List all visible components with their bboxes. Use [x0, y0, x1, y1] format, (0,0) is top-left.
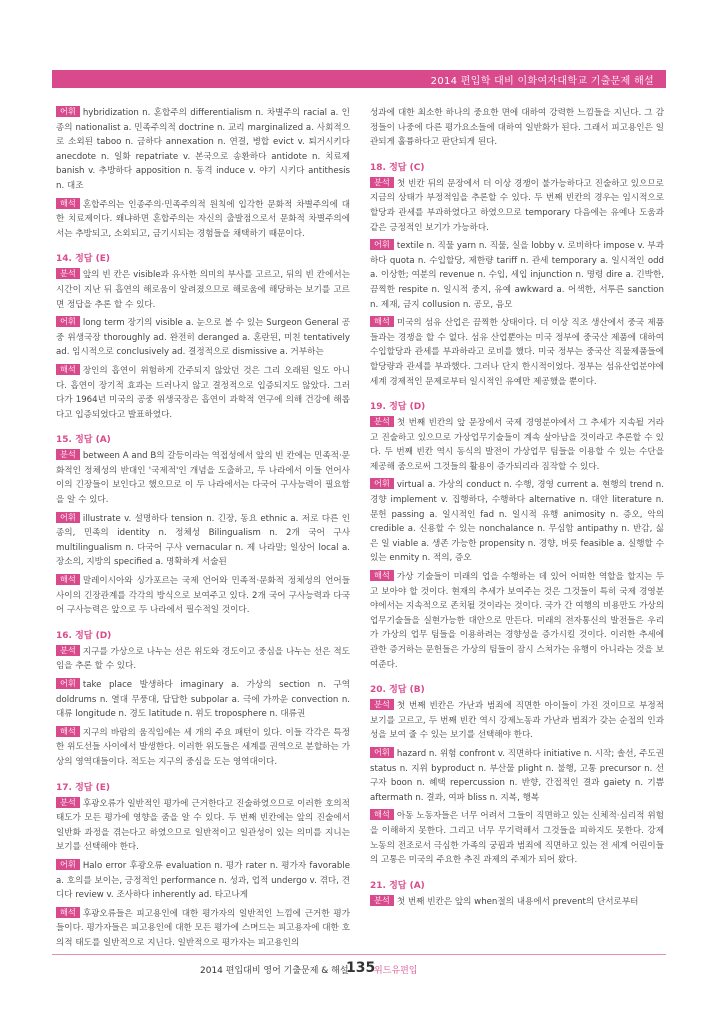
section-tag: 해석: [56, 726, 80, 737]
explanation-block: [370, 316, 664, 389]
explanation-text: between A and B의 갈등이라는 역접성에서 앞의 빈 칸에는 민족적·문화적인 정체성의 반대인 '국제적'인 개념을 도출하고, 두 나라에서 이들 언어사이의 긴장들이 보인다고 했으므로 이 두 나라에서는 다국어 구사능력이 필요함을 알 수 있다.: [56, 451, 350, 506]
section-tag: 어휘: [370, 747, 394, 758]
explanation-block: [56, 512, 350, 570]
section-tag: 어휘: [56, 106, 80, 117]
explanation-text: long term 장기의 visible a. 눈으로 볼 수 있는 Surgeon General 공중 위생국장 thoroughly ad. 완전히 deranged a. 혼란된, 미친 tentatively ad. 임시적으로 conclusively ad. 결정적으로 dismissive a. 거부하는: [56, 318, 350, 358]
explanation-text: 지구의 바람의 움직임에는 세 개의 주요 패턴이 있다. 이들 각각은 특정한 위도선들 사이에서 발생한다. 이러한 위도들은 세계를 권역으로 분할하는 가상의 영역대들이다. 적도는 지구의 중심을 도는 영역대이다.: [56, 727, 350, 767]
section-tag: 분석: [56, 449, 80, 460]
page-number: 135: [346, 960, 376, 976]
footer: [0, 962, 720, 978]
explanation-text: 후광오류들은 피고용인에 대한 평가자의 일반적인 느낌에 근거한 평가들이다. 평가자들은 피고용인에 대한 모든 평가에 스며드는 피고용자에 대한 호의적 태도를 일반적으로 지닌다. 일반적으로 평가자는 피고용인의: [56, 908, 350, 948]
explanation-text: 첫 번째 빈칸은 앞의 when절의 내용에서 prevent의 단서로부터: [396, 896, 639, 907]
explanation-block: [56, 907, 350, 951]
explanation-block: [370, 809, 664, 867]
explanation-text: textile n. 직물 yarn n. 직물, 실을 lobby v. 로비하다 impose v. 부과하다 quota n. 수입할당, 제한량 tariff n. 관세 temporary a. 일시적인 odd a. 이상한; 여분의 revenue n. 수입, 세입 injunction n. 명령 dire a. 긴박한, 끔찍한 respite n. 일시적 중지, 유예 awkward a. 어색한, 서투른 sanction n. 제재, 금지 collusion n. 공모, 음모: [370, 241, 664, 310]
explanation-block: [370, 570, 664, 672]
footer-divider: [52, 954, 666, 955]
explanation-text: 장인의 흡연이 위험하게 간주되지 않았던 것은 그리 오래된 일도 아니다. 흡연이 장기적 효과는 드러나지 않고 결정적으로 입증되지도 않았다. 그러다가 1964년 미국의 공중 위생국장은 흡연이 과학적 연구에 의해 건강에 해롭다고 입증되었다고 발표하였다.: [56, 365, 350, 420]
explanation-block: [56, 449, 350, 507]
explanation-block: [56, 198, 350, 242]
explanation-text: 가상 기술들이 미래의 업을 수행하는 데 있어 어떠한 역할을 할지는 두고 보아야 할 것이다. 현재의 추세가 보여주는 것은 그것들이 특히 국제 경영분야에서는 지속적으로 존치될 것이라는 것이다. 국가 간 여행의 비용만도 가상의 업무기술들을 실현가능한 대안으로 만든다. 미래의 전자통신의 발전들은 우리가 가상의 업무 팀들을 이용하려는 경향성을 증가시킬 것이다. 이러한 추세에 관한 증거하는 문헌들은 가상의 팀들이 잠시 스쳐가는 유행이 아니라는 것을 보여준다.: [370, 572, 664, 670]
explanation-block: [56, 316, 350, 360]
question-answer-heading: 15. 정답 (A): [56, 435, 111, 446]
section-tag: 분석: [56, 797, 80, 808]
explanation-text: Halo error 후광오류 evaluation n. 평가 rater n. 평가자 favorable a. 호의를 보이는, 긍정적인 performance n. 성과, 업적 undergo v. 겪다, 견디다 review v. 조사하다 inherently ad. 타고나게: [56, 860, 350, 901]
section-tag: 분석: [56, 645, 80, 656]
explanation-text: virtual a. 가상의 conduct n. 수행, 경영 current a. 현행의 trend n. 경향 implement v. 집행하다, 수행하다 alternative n. 대안 literature n. 문헌 passing a. 일시적인 fad n. 일시적 유행 animosity n. 증오, 악의 credible a. 신용할 수 있는 nonchalance n. 무심함 antipathy n. 반감, 싫은 일 viable a. 생존 가능한 propensity n. 경향, 버릇 feasible a. 실행할 수 있는 enmity n. 적의, 증오: [370, 480, 664, 564]
explanation-block: [56, 797, 350, 855]
left-column: [56, 106, 350, 955]
explanation-block: [56, 268, 350, 312]
explanation-block: [370, 747, 664, 805]
explanation-block: [56, 364, 350, 422]
explanation-text: 후광오류가 일반적인 평가에 근거한다고 진술하였으므로 이러한 호의적 태도가 모든 평가에 영향을 줌을 알 수 있다. 두 번째 빈칸에는 앞의 진술에서 일반화 과정을 겪는다고 하였으므로 일반적이고 일관성이 있는 의미를 지니는 보기를 선택해야 한다.: [56, 798, 350, 853]
explanation-block: [370, 106, 664, 150]
question-answer-heading: 21. 정답 (A): [370, 880, 425, 891]
section-tag: 어휘: [370, 239, 394, 250]
explanation-text: 말레이시아와 싱가포르는 국제 언어와 민족적·문화적 정체성의 언어들 사이의 긴장관계를 각각의 방식으로 보여주고 있다. 2개 국어 구사능력과 다국어 구사능력은 앞으로 두 나라에서 필수적일 것이다.: [56, 576, 350, 616]
section-tag: 분석: [370, 177, 394, 188]
section-tag: 분석: [370, 895, 394, 906]
explanation-text: 성과에 대한 최소한 하나의 중요한 면에 대하여 강력한 느낌들을 지닌다. 그 감정들이 나중에 다른 평가요소들에 대하여 일반화가 된다. 그래서 피고용인은 일관되게 훌륭하다고 판단되게 된다.: [370, 108, 664, 148]
question-answer-heading: 20. 정답 (B): [370, 685, 425, 696]
explanation-block: [56, 574, 350, 618]
section-tag: 해석: [370, 316, 394, 327]
explanation-block: [370, 239, 664, 312]
section-tag: 어휘: [56, 859, 80, 870]
explanation-block: [370, 478, 664, 566]
section-tag: 분석: [370, 416, 394, 427]
explanation-text: 앞의 빈 칸은 visible과 유사한 의미의 부사를 고르고, 뒤의 빈 칸에서는 시간이 지난 뒤 흡연의 해로움이 알려졌으므로 해로움에 해당하는 보기를 고르면 정답을 추론 할 수 있다.: [56, 270, 350, 310]
section-tag: 어휘: [56, 316, 80, 327]
explanation-block: [56, 726, 350, 770]
explanation-text: 첫 번째 빈칸은 가난과 범죄에 직면한 아이들이 가진 것이므로 부정적 보기를 고르고, 두 번째 빈칸 역시 강제노동과 가난과 범죄가 갖는 순접의 인과성을 보여 줄 수 있는 보기를 선택해야 한다.: [370, 701, 664, 741]
explanation-text: hazard n. 위험 confront v. 직면하다 initiative n. 시작; 솔선, 주도권 status n. 지위 byproduct n. 부산물 plight n. 불행, 고통 precursor n. 선구자 boon n. 혜택 repercussion n. 반향, 간접적인 결과 gaiety n. 기쁨 aftermath n. 결과, 여파 bliss n. 지복, 행복: [370, 748, 664, 803]
explanation-text: illustrate v. 설명하다 tension n. 긴장, 동요 ethnic a. 저로 다른 인종의, 민족의 identity n. 정체성 Bilingualism n. 2개 국어 구사 multilingualism n. 다국어 구사 vernacular n. 제 나라말; 일상어 local a. 장소의, 지방의 specified a. 명확하게 서술된: [56, 513, 350, 568]
footer-book-title: 2014 편입대비 영어 기출문제 & 해설: [200, 966, 349, 976]
section-tag: 어휘: [56, 512, 80, 523]
section-tag: 해석: [370, 570, 394, 581]
section-tag: 어휘: [370, 478, 394, 489]
section-tag: 분석: [56, 268, 80, 279]
section-tag: 어휘: [56, 678, 80, 689]
explanation-block: [56, 645, 350, 674]
section-tag: 분석: [370, 699, 394, 710]
explanation-block: [370, 177, 664, 235]
explanation-block: [370, 895, 664, 910]
question-answer-heading: 14. 정답 (E): [56, 254, 110, 265]
explanation-block: [370, 699, 664, 743]
explanation-text: take place 발생하다 imaginary a. 가상의 section n. 구역 doldrums n. 열대 무풍대, 답답한 subpolar a. 극에 가까운 convection n. 대류 longitude n. 경도 latitude n. 위도 troposphere n. 대류권: [56, 680, 350, 720]
explanation-block: [56, 106, 350, 194]
explanation-block: [370, 416, 664, 474]
explanation-text: 혼합주의는 인종주의·민족주의적 원칙에 입각한 문화적 차별주의에 대한 치료제이다. 왜냐하면 혼합주의는 자신의 출발점으로서 문화적 차별주의에서는 추방되고, 소외되고, 금기시되는 경험들을 채택하기 때문이다.: [56, 199, 350, 239]
question-answer-heading: 18. 정답 (C): [370, 162, 425, 173]
section-tag: 해석: [56, 907, 80, 918]
explanation-block: [56, 678, 350, 722]
footer-publisher: 위드유편입: [374, 966, 418, 976]
section-tag: 해석: [56, 364, 80, 375]
section-tag: 해석: [370, 809, 394, 820]
explanation-text: 아동 노동자들은 너무 어려서 그들이 직면하고 있는 신체적·심리적 위험을 이해하지 못한다. 그리고 너무 무기력해서 그것들을 피하지도 못한다. 강제 노동의 전조로서 극심한 가족의 궁핍과 범죄에 직면하고 있는 전 세계 어린이들의 고통은 미국의 주요한 추진 과제의 주제가 되어 왔다.: [370, 811, 664, 866]
question-answer-heading: 16. 정답 (D): [56, 630, 112, 641]
explanation-text: 지구를 가상으로 나누는 선은 위도와 경도이고 중심을 나누는 선은 적도임을 추론 할 수 있다.: [56, 646, 350, 672]
header-bar: [52, 70, 666, 88]
explanation-text: hybridization n. 혼합주의 differentialism n. 차별주의 racial a. 인종의 nationalist a. 민족주의적 doctrine n. 교리 marginalized a. 사회적으로 소외된 taboo n. 금하다 annexation n. 연결, 병합 evict v. 퇴거시키다 anecdote n. 일화 repatriate v. 본국으로 송환하다 antidote n. 치료제 banish v. 추방하다 apposition n. 동격 induce v. 야기 시키다 antithesis n. 대조: [56, 108, 350, 191]
explanation-text: 첫 번째 빈칸의 앞 문장에서 국제 경영분야에서 그 추세가 지속될 거라고 진술하고 있으므로 가상업무기술들이 계속 살아남을 것이라고 추론할 수 있다. 두 번째 빈칸 역시 동식의 발전이 가상업무 팀들을 이용할 수 있는 수단을 제공해 줌으로써 그것들의 활용이 증가되리라 짐작할 수 있다.: [370, 418, 664, 472]
explanation-text: 미국의 섬유 산업은 끔찍한 상태이다. 더 이상 직조 생산에서 중국 제품들과는 경쟁을 할 수 없다. 섬유 산업뿐아는 미국 정부에 중국산 제품에 대하여 수입할당과 관세를 부과하라고 로비를 했다. 미국 정부는 중국산 직물제품들에 할당량과 관세를 부과했다. 그러나 단지 한시적이었다. 정부는 섬유산업분야에 세계 경제적인 문제로부터 일시적인 유예만 제공했을 뿐이다.: [370, 318, 664, 387]
explanation-text: 첫 빈칸 뒤의 문장에서 더 이상 경쟁이 불가능하다고 진술하고 있으므로 지금의 상태가 부정적임을 추론할 수 있다. 두 번째 빈칸의 경우는 임시적으로 할당과 관세를 부과하였다고 하였으므로 temporary 다음에는 유예나 도움과 같은 긍정적인 보기가 가능하다.: [370, 178, 664, 233]
section-tag: 해석: [56, 198, 80, 209]
header-title: 2014 편입학 대비 이화여자대학교 기출문제 해설: [430, 76, 654, 87]
question-answer-heading: 17. 정답 (E): [56, 782, 110, 793]
right-column: [370, 106, 664, 913]
explanation-block: [56, 859, 350, 903]
section-tag: 해석: [56, 574, 80, 585]
question-answer-heading: 19. 정답 (D): [370, 402, 426, 413]
